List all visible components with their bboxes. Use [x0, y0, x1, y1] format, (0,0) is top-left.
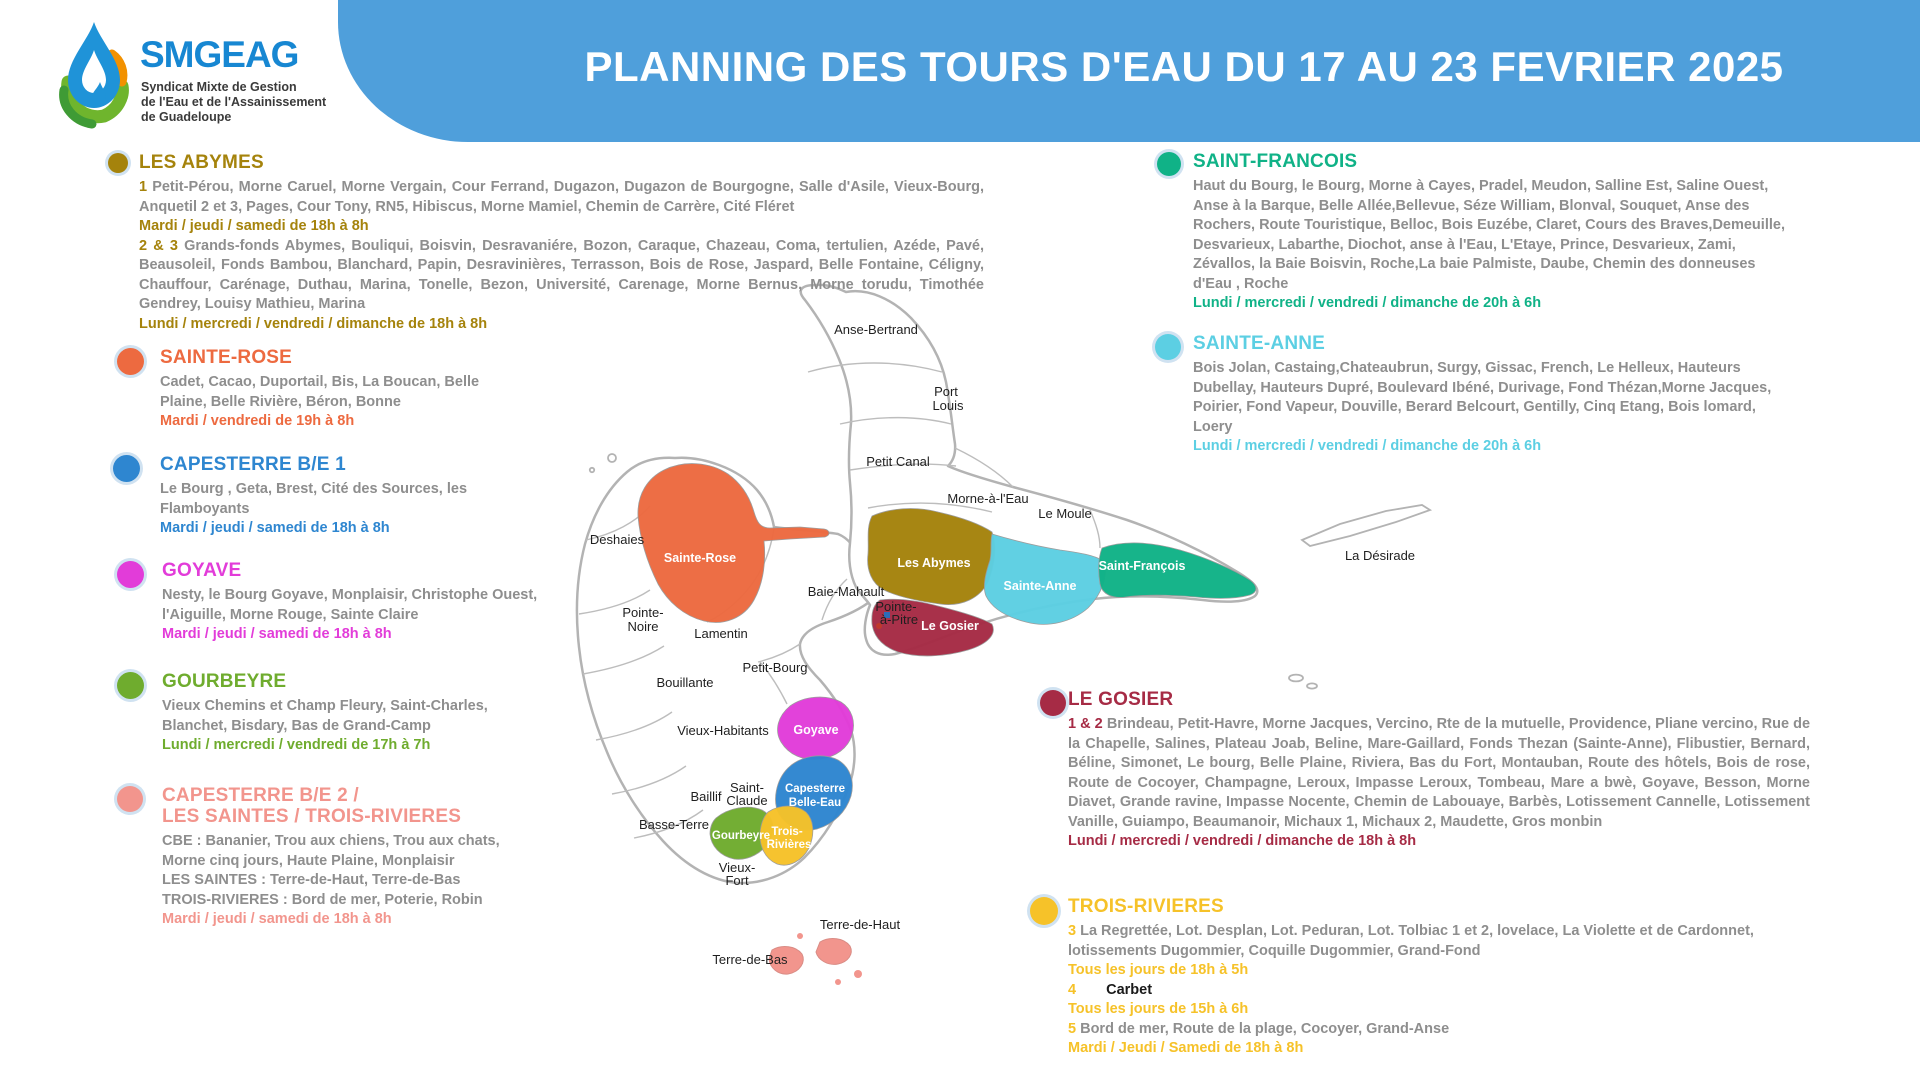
- zone-gourbeyre: [117, 671, 537, 756]
- zone-color-dot: [1040, 690, 1066, 716]
- svg-text:Terre-de-Haut: Terre-de-Haut: [819, 917, 901, 932]
- zone-schedule: Mardi / vendredi de 19h à 8h: [160, 413, 355, 429]
- zone-areas: Bois Jolan, Castaing,Chateaubrun, Surgy, Gissac, French, Le Helleux, Hauteurs Dubellay, Hauteurs Dupré, Boulevard Ibéné, Durivage, Fond Thézan,Morne Jacques, Poirier, Fond Vapeur, Douville, Berard Belcourt, Gentilly, Cinq Etang, Bois lomard, Loery: [1193, 360, 1772, 435]
- svg-text:Saint-François: Saint-François: [1098, 559, 1186, 573]
- svg-text:Vieux-: Vieux-: [718, 860, 756, 875]
- svg-text:à-Pitre: à-Pitre: [879, 612, 919, 627]
- zone-schedule: Lundi / mercredi / vendredi / dimanche de 18h à 8h: [1068, 833, 1417, 849]
- zone-areas: 4 Carbet: [1068, 981, 1153, 998]
- zone-schedule: Mardi / jeudi / samedi de 18h à 8h: [162, 911, 392, 927]
- zone-areas: TROIS-RIVIERES : Bord de mer, Poterie, Robin: [162, 891, 483, 908]
- svg-text:Morne-à-l'Eau: Morne-à-l'Eau: [947, 491, 1029, 506]
- zone-trois-rivieres: [1030, 896, 1808, 1059]
- kahouanne-islet: [608, 454, 616, 462]
- zone-areas: CBE : Bananier, Trou aux chiens, Trou aux chats, Morne cinq jours, Haute Plaine, Monplaisir: [162, 833, 500, 869]
- svg-text:Goyave: Goyave: [793, 723, 839, 737]
- zone-goyave: [117, 560, 592, 645]
- brand-subtitle-line: de Guadeloupe: [141, 110, 232, 124]
- svg-text:Sainte-Anne: Sainte-Anne: [1003, 579, 1077, 593]
- zone-title: CAPESTERRE B/E 2 / LES SAINTES / TROIS-RIVIERES: [162, 785, 462, 827]
- svg-text:Deshaies: Deshaies: [589, 532, 645, 547]
- zone-areas: Nesty, le Bourg Goyave, Monplaisir, Christophe Ouest, l'Aiguille, Morne Rouge, Sainte Claire: [162, 587, 538, 623]
- zone-sainte-anne: [1155, 333, 1793, 457]
- zone-color-dot: [117, 561, 144, 588]
- tete-a-anglais-islet: [590, 468, 594, 472]
- zone-schedule: Mardi / jeudi / samedi de 18h à 8h: [139, 218, 369, 234]
- zone-areas: Cadet, Cacao, Duportail, Bis, La Boucan, Belle Plaine, Belle Rivière, Béron, Bonne: [160, 374, 480, 410]
- zone-areas: Le Bourg , Geta, Brest, Cité des Sources, les Flamboyants: [160, 481, 468, 517]
- svg-text:Le Moule: Le Moule: [1038, 506, 1092, 521]
- zone-color-dot: [1030, 897, 1058, 925]
- svg-text:Petit Canal: Petit Canal: [866, 454, 930, 469]
- svg-text:Le Gosier: Le Gosier: [921, 619, 979, 633]
- svg-text:Pointe-: Pointe-: [875, 599, 917, 614]
- svg-text:Noire: Noire: [627, 619, 659, 634]
- brand-subtitle-line: Syndicat Mixte de Gestion: [141, 80, 297, 94]
- svg-text:Port: Port: [934, 384, 958, 399]
- svg-text:Gourbeyre: Gourbeyre: [711, 830, 771, 842]
- water-drop-icon: [48, 20, 136, 132]
- zone-schedule: Lundi / mercredi / vendredi / dimanche de 20h à 6h: [1193, 295, 1542, 311]
- svg-text:Petit-Bourg: Petit-Bourg: [742, 660, 808, 675]
- svg-text:Saint-: Saint-: [730, 780, 764, 795]
- zone-schedule: Mardi / jeudi / samedi de 18h à 8h: [162, 626, 392, 642]
- svg-text:Les Abymes: Les Abymes: [897, 556, 971, 570]
- brand-subtitle-line: de l'Eau et de l'Assainissement: [141, 95, 327, 109]
- zone-color-dot: [117, 348, 144, 375]
- zone-areas: Haut du Bourg, le Bourg, Morne à Cayes, Pradel, Meudon, Salline Est, Saline Ouest, Anse à la Barque, Belle Allée,Bellevue, Séze William, Blonval, Souquet, Anse des Rochers, Route Touristique, Belloc, Bois Euzébe, Claret, Cours des Braves,Demeuille, Desvarieux, Labarthe, Diochot, anse à l'Eau, L'Etaye, Prince, Desvarieux, Zami, Zévallos, la Baie Boisvin, Roche,La baie Palmiste, Daube, Chemin des donneuses d'Eau , Roche: [1193, 178, 1785, 292]
- zone-title: SAINTE-ANNE: [1193, 333, 1326, 354]
- svg-text:Vieux-Habitants: Vieux-Habitants: [677, 723, 769, 738]
- zone-schedule: Mardi / Jeudi / Samedi de 18h à 8h: [1068, 1040, 1304, 1056]
- zone-title: GOYAVE: [162, 560, 242, 581]
- smgeag-logo: [48, 18, 348, 138]
- zone-le-gosier: [1040, 689, 1810, 852]
- zone-schedule: Lundi / mercredi / vendredi de 17h à 7h: [162, 737, 431, 753]
- header-banner: [338, 0, 1920, 142]
- zone-capesterre-be1: [113, 454, 495, 539]
- zone-color-dot: [117, 672, 144, 699]
- brand-name: SMGEAG: [140, 34, 299, 75]
- la-desirade-island: [1302, 505, 1430, 546]
- page-title: PLANNING DES TOURS D'EAU DU 17 AU 23 FEVRIER 2025: [584, 43, 1784, 90]
- svg-text:Baie-Mahault: Baie-Mahault: [807, 584, 885, 599]
- svg-text:Anse-Bertrand: Anse-Bertrand: [834, 322, 918, 337]
- svg-text:Terre-de-Bas: Terre-de-Bas: [712, 952, 788, 967]
- zone-sainte-rose: [117, 347, 480, 432]
- zone-title: CAPESTERRE B/E 1: [160, 454, 346, 475]
- svg-text:Rivières: Rivières: [766, 839, 812, 851]
- zone-color-dot: [1157, 152, 1181, 176]
- zone-areas: 5 Bord de mer, Route de la plage, Cocoyer, Grand-Anse: [1068, 1020, 1450, 1037]
- svg-text:La Désirade: La Désirade: [1344, 548, 1416, 563]
- svg-text:Capesterre: Capesterre: [784, 783, 846, 795]
- zone-color-dot: [108, 153, 128, 173]
- zone-title: TROIS-RIVIERES: [1068, 896, 1224, 917]
- svg-text:Belle-Eau: Belle-Eau: [788, 797, 842, 809]
- zone-color-dot: [113, 455, 140, 482]
- petite-terre-islet: [1307, 683, 1317, 688]
- svg-text:Sainte-Rose: Sainte-Rose: [663, 551, 737, 565]
- zone-schedule: Lundi / mercredi / vendredi / dimanche de 20h à 6h: [1193, 438, 1542, 454]
- svg-text:Fort: Fort: [725, 873, 749, 888]
- svg-text:Trois-: Trois-: [771, 826, 803, 838]
- svg-text:Louis: Louis: [932, 398, 964, 413]
- zone-areas: 2 & 3 Grands-fonds Abymes, Bouliqui, Boisvin, Desravaniére, Bozon, Caraque, Chazeau, Coma, tertulien, Azéde, Pavé, Beausoleil, Fonds Bambou, Blanchard, Papin, Desravinières, Terrasson, Bois de Rose, Jaspard, Belle Fontaine, Céligny, Chauffour, Carénage, Duthau, Marina, Tonelle, Bezon, Université, Carenage, Morne Bernus, Morne torudu, Timothée Gendrey, Louisy Mathieu, Marina: [139, 237, 984, 312]
- zone-areas: 1 & 2 Brindeau, Petit-Havre, Morne Jacques, Vercino, Rte de la mutuelle, Providence, Pliane vercino, Rue de la Chapelle, Salines, Plateau Joab, Beline, Mare-Gaillard, Fonds Thezan (Sainte-Anne), Flibustier, Bernard, Béline, Simonet, Le bourg, Belle Plaine, Riviera, Bas du Fort, Montauban, Route des hôtels, Bois de rose, Route de Cocoyer, Champagne, Leroux, Impasse Leroux, Tombeau, Mare a bwè, Goyave, Besson, Morne Diavet, Grande ravine, Impasse Nocente, Chemin de Labouaye, Barbès, Lotissement Cannelle, Lotissement Vanille, Guiampo, Beaumanoir, Michaux 1, Michaux 2, Maudette, Gros monbin: [1068, 716, 1811, 830]
- svg-text:Bouillante: Bouillante: [656, 675, 714, 690]
- zone-title: LES ABYMES: [139, 152, 264, 173]
- svg-text:Lamentin: Lamentin: [694, 626, 748, 641]
- zone-schedule: Tous les jours de 18h à 5h: [1068, 962, 1249, 978]
- brand-subtitle: [141, 80, 326, 125]
- zone-title: LE GOSIER: [1068, 689, 1174, 710]
- zone-capesterre-be2: [117, 785, 547, 930]
- svg-text:Basse-Terre: Basse-Terre: [638, 817, 710, 832]
- zone-schedule: Mardi / jeudi / samedi de 18h à 8h: [160, 520, 390, 536]
- zone-title: SAINTE-ROSE: [160, 347, 293, 368]
- svg-text:Baillif: Baillif: [690, 789, 722, 804]
- zone-areas: Vieux Chemins et Champ Fleury, Saint-Charles, Blanchet, Bisdary, Bas de Grand-Camp: [162, 698, 488, 734]
- zone-saint-francois: [1157, 151, 1793, 314]
- zone-schedule: Lundi / mercredi / vendredi / dimanche de 18h à 8h: [139, 315, 488, 332]
- zone-title: SAINT-FRANCOIS: [1193, 151, 1358, 172]
- zone-areas: 3 La Regrettée, Lot. Desplan, Lot. Peduran, Lot. Tolbiac 1 et 2, lovelace, La Violette et de Cardonnet, lotissements Dugommier, Coquille Dugommier, Grand-Fond: [1068, 923, 1754, 959]
- zone-color-dot: [1155, 334, 1181, 360]
- zone-areas: LES SAINTES : Terre-de-Haut, Terre-de-Bas: [162, 872, 461, 888]
- zone-title: GOURBEYRE: [162, 671, 287, 692]
- zone-color-dot: [117, 786, 143, 812]
- zone-schedule: Tous les jours de 15h à 6h: [1068, 1001, 1249, 1017]
- petite-terre-islet: [1289, 675, 1303, 682]
- svg-text:Pointe-: Pointe-: [622, 605, 664, 620]
- zone-les-abymes: [108, 152, 984, 334]
- zone-areas: 1 Petit-Pérou, Morne Caruel, Morne Vergain, Cour Ferrand, Dugazon, Dugazon de Bourgogne, Salle d'Asile, Vieux-Bourg, Anquetil 2 et 3, Pages, Cour Tony, RN5, Hibiscus, Morne Mamiel, Chemin de Carrère, Cité Fléret: [139, 179, 985, 215]
- svg-text:Claude: Claude: [726, 793, 768, 808]
